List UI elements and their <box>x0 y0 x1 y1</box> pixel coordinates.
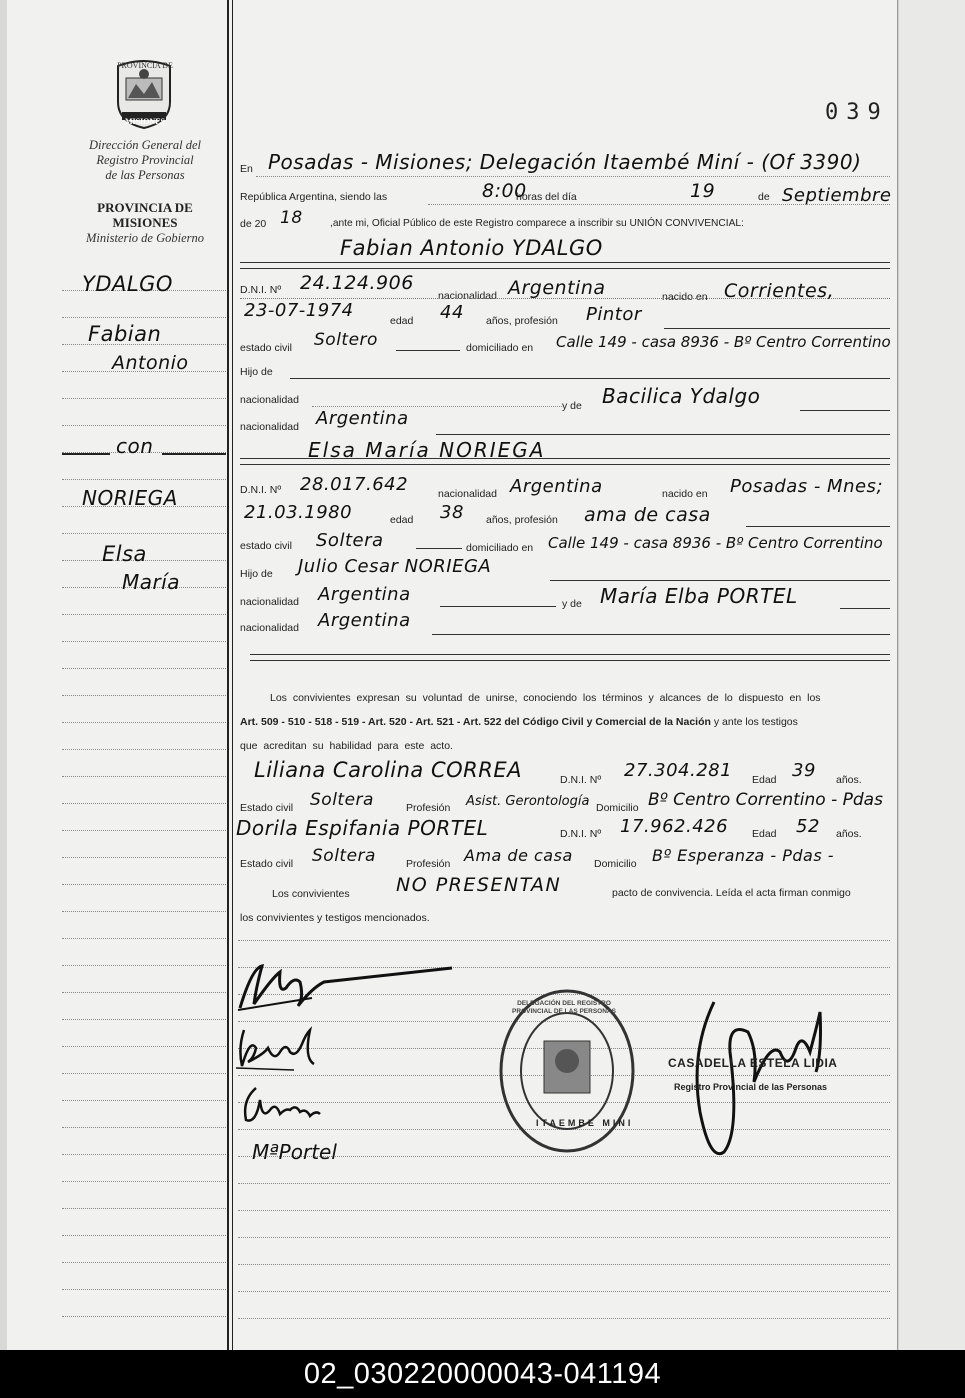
signature-1-icon <box>232 958 462 1018</box>
margin-dotted-line <box>62 533 226 534</box>
w1-anos-label: años. <box>836 774 862 786</box>
p1-dom-label: domiciliado en <box>466 342 534 354</box>
margin-dotted-line <box>62 1235 226 1236</box>
margin-dotted-line <box>62 317 226 318</box>
p2-nac: Argentina <box>510 476 603 497</box>
w1-prof-label: Profesión <box>406 802 451 814</box>
p1-age: 44 <box>440 302 464 323</box>
p2-nac-madre: Argentina <box>318 610 411 631</box>
margin-given-2b: María <box>122 570 181 594</box>
p1-estado: Soltero <box>314 330 378 350</box>
date-line <box>428 204 890 205</box>
margin-dotted-line <box>62 425 226 426</box>
w1-age: 39 <box>792 760 816 781</box>
margin-given-2a: Elsa <box>102 542 147 566</box>
p2-estado-label: estado civil <box>240 540 292 552</box>
p1-nac-madre-label: nacionalidad <box>240 421 299 433</box>
org-line-3: de las Personas <box>105 168 185 182</box>
p1-madre-line <box>800 410 890 411</box>
margin-dotted-line <box>62 668 226 669</box>
seal-top-text: PROVINCIA DE <box>117 61 173 70</box>
p2-profesion: ama de casa <box>584 504 711 526</box>
place-value: Posadas - Misiones; Delegación Itaembé Miní - (Of 3390) <box>268 150 862 174</box>
w2-prof-label: Profesión <box>406 858 451 870</box>
org-line-1: Dirección General del <box>89 138 201 152</box>
w1-name: Liliana Carolina CORREA <box>254 758 522 782</box>
p2-dni: 28.017.642 <box>300 474 409 495</box>
margin-dotted-line <box>62 1316 226 1317</box>
year-prefix: de 20 <box>240 218 267 230</box>
p1-hijo-label: Hijo de <box>240 366 273 378</box>
p1-domicilio: Calle 149 - casa 8936 - Bº Centro Correntino <box>556 333 891 351</box>
hour-value: 8:00 <box>482 180 527 202</box>
p2-nacido-label: nacido en <box>662 488 708 500</box>
margin-dotted-line <box>62 479 226 480</box>
p2-padre: Julio Cesar NORIEGA <box>298 556 492 577</box>
margin-surname-1: YDALGO <box>82 272 173 296</box>
w1-domicilio: Bº Centro Correntino - Pdas <box>648 790 883 810</box>
margin-given-1a: Fabian <box>88 322 162 346</box>
stamp-ring-text: DELEGACIÓN DEL REGISTRO PROVINCIAL DE LAS PERSONAS <box>512 1000 616 1015</box>
margin-dotted-line <box>62 1181 226 1182</box>
w1-dni-label: D.N.I. Nº <box>560 774 602 786</box>
province-line-1: PROVINCIA DE <box>97 200 193 215</box>
w1-estado-label: Estado civil <box>240 802 294 814</box>
p2-yde-label: y de <box>562 598 582 610</box>
w1-estado: Soltera <box>310 790 374 810</box>
p1-estado-label: estado civil <box>240 342 292 354</box>
person1-name-line-2 <box>240 268 890 269</box>
margin-dotted-line <box>62 1262 226 1263</box>
margin-dotted-line <box>62 938 226 939</box>
body-dotted-line <box>238 940 890 941</box>
p2-estado: Soltera <box>316 530 384 551</box>
person2-name-line-2 <box>240 464 890 465</box>
ministry: Ministerio de Gobierno <box>85 231 205 245</box>
margin-rule-right <box>897 0 898 1350</box>
p2-age: 38 <box>440 502 464 523</box>
margin-dotted-line <box>62 992 226 993</box>
p2-birthplace: Posadas - Mnes; <box>730 476 884 497</box>
intro-label: ,ante mi, Oficial Público de este Registro comparece a inscribir su UNIÓN CONVIVENCIAL: <box>330 218 744 229</box>
p1-anos-label: años, profesión <box>486 315 558 327</box>
margin-dotted-line <box>62 641 226 642</box>
person1-name: Fabian Antonio YDALGO <box>340 236 603 260</box>
statement-line-2b: y ante los testigos <box>713 716 798 728</box>
p1-profesion: Pintor <box>586 304 642 325</box>
place-line <box>256 176 890 177</box>
p1-madre: Bacilica Ydalgo <box>602 384 761 408</box>
margin-dotted-line <box>62 830 226 831</box>
pact-label-2: pacto de convivencia. Leída el acta firman conmigo <box>612 887 851 899</box>
document-id-footer: 02_030220000043-041194 <box>0 1350 965 1398</box>
org-line-2: Registro Provincial <box>96 153 194 167</box>
p2-nac-padre-label: nacionalidad <box>240 596 299 608</box>
p1-estado-line <box>396 350 460 351</box>
de-label: de <box>758 191 770 203</box>
p2-nac-padre-line <box>440 606 556 607</box>
w2-name: Dorila Espifania PORTEL <box>236 816 489 840</box>
p1-dni-label: D.N.I. Nº <box>240 284 282 296</box>
margin-dotted-line <box>62 722 226 723</box>
body-dotted-line <box>238 1318 890 1319</box>
margin-dotted-line <box>62 911 226 912</box>
margin-con: con <box>116 434 154 458</box>
page-number: 039 <box>825 100 889 125</box>
p2-anos-label: años, profesión <box>486 514 558 526</box>
day-value: 19 <box>690 180 716 202</box>
pact-label-1: Los convivientes <box>272 888 350 900</box>
republica-label: República Argentina, siendo las <box>240 191 388 203</box>
month-value: Septiembre <box>782 185 892 206</box>
p2-madre-line <box>840 608 890 609</box>
province-line-2: MISIONES <box>112 215 178 230</box>
w1-dom-label: Domicilio <box>596 802 639 814</box>
margin-dotted-line <box>62 965 226 966</box>
margin-dotted-line <box>62 695 226 696</box>
statement-line-2 <box>240 716 798 728</box>
statement-articles: Art. 509 - 510 - 518 - 519 - Art. 520 - Art. 521 - Art. 522 del Código Civil y Comercial de la Nación <box>240 716 711 728</box>
right-margin <box>898 0 965 1350</box>
p2-domicilio: Calle 149 - casa 8936 - Bº Centro Correntino <box>548 534 883 552</box>
p1-hijo-line <box>290 378 890 379</box>
margin-dotted-line <box>62 1019 226 1020</box>
signature-3-icon <box>236 1080 326 1130</box>
w2-dni-label: D.N.I. Nº <box>560 828 602 840</box>
person2-name-line <box>240 458 890 459</box>
margin-dotted-line <box>62 1127 226 1128</box>
margin-con-rule-r <box>162 453 226 455</box>
p1-yde-label: y de <box>562 400 582 412</box>
margin-dotted-line <box>62 1073 226 1074</box>
w1-edad-label: Edad <box>752 774 777 786</box>
binding-edge <box>0 0 7 1350</box>
margin-given-1b: Antonio <box>112 352 189 374</box>
p1-birthplace: Corrientes, <box>724 280 835 302</box>
statement-line-3: que acreditan su habilidad para este acto. <box>240 740 453 752</box>
p1-nac: Argentina <box>508 277 606 299</box>
w1-dni: 27.304.281 <box>624 760 733 781</box>
p2-birthdate: 21.03.1980 <box>244 502 353 523</box>
end-rule-2 <box>250 660 890 661</box>
margin-rule-left-2 <box>232 0 233 1350</box>
p1-nac-padre-label: nacionalidad <box>240 394 299 406</box>
p2-nac-padre: Argentina <box>318 584 411 605</box>
body-dotted-line <box>238 1264 890 1265</box>
horas-label: horas del día <box>516 191 577 203</box>
body-dotted-line <box>238 1210 890 1211</box>
w2-age: 52 <box>796 816 820 837</box>
signature-2-icon <box>234 1018 324 1078</box>
stamp-center-text: ITAEMBE MINI <box>536 1118 634 1128</box>
body-dotted-line <box>238 1291 890 1292</box>
p2-estado-line <box>416 548 462 549</box>
w2-estado: Soltera <box>312 846 376 866</box>
p2-madre: María Elba PORTEL <box>600 584 798 608</box>
margin-dotted-line <box>62 1208 226 1209</box>
margin-dotted-line <box>62 857 226 858</box>
official-name: CASADELLA ESTELA LIDIA <box>668 1056 838 1070</box>
w2-domicilio: Bº Esperanza - Pdas - <box>652 846 835 865</box>
body-dotted-line <box>238 1183 890 1184</box>
margin-dotted-line <box>62 1100 226 1101</box>
p2-hijo-label: Hijo de <box>240 568 273 580</box>
official-title: Registro Provincial de las Personas <box>674 1082 828 1092</box>
p2-dni-label: D.N.I. Nº <box>240 484 282 496</box>
margin-dotted-line <box>62 803 226 804</box>
statement-line-1: Los convivientes expresan su voluntad de unirse, conociendo los términos y alcances de lo dispuesto en los <box>270 692 821 704</box>
p2-nac-madre-label: nacionalidad <box>240 622 299 634</box>
w2-profesion: Ama de casa <box>464 846 573 865</box>
p1-nac-padre-line <box>312 406 562 407</box>
p1-dni-line <box>240 298 890 299</box>
margin-dotted-line <box>62 1289 226 1290</box>
w2-estado-label: Estado civil <box>240 858 294 870</box>
p1-nacido-label: nacido en <box>662 291 708 303</box>
margin-dotted-line <box>62 749 226 750</box>
p1-edad-label: edad <box>390 315 414 327</box>
body-dotted-line <box>238 1237 890 1238</box>
w1-profesion: Asist. Gerontología <box>466 794 590 809</box>
margin-dotted-line <box>62 398 226 399</box>
end-rule-1 <box>250 654 890 655</box>
w2-dom-label: Domicilio <box>594 858 637 870</box>
en-label: En <box>240 163 253 175</box>
signature-4: MªPortel <box>252 1140 337 1164</box>
p2-dom-label: domiciliado en <box>466 542 534 554</box>
margin-dotted-line <box>62 884 226 885</box>
p1-dni: 24.124.906 <box>300 272 414 294</box>
p2-padre-line <box>550 580 890 581</box>
p1-nac-madre: Argentina <box>316 408 409 429</box>
p1-nac-madre-line <box>436 434 890 435</box>
margin-dotted-line <box>62 614 226 615</box>
margin-con-rule-l <box>62 453 110 455</box>
pact-label-3: los convivientes y testigos mencionados. <box>240 912 430 924</box>
person2-name: Elsa María NORIEGA <box>308 438 546 462</box>
margin-dotted-line <box>62 1154 226 1155</box>
p1-birthdate: 23-07-1974 <box>244 300 354 321</box>
pact-value: NO PRESENTAN <box>396 874 562 896</box>
p2-nac-label: nacionalidad <box>438 488 497 500</box>
w2-dni: 17.962.426 <box>620 816 729 837</box>
p1-prof-line <box>664 328 890 329</box>
person1-name-line <box>240 262 890 263</box>
w2-edad-label: Edad <box>752 828 777 840</box>
seal-bottom-text: MISIONES <box>124 117 165 126</box>
margin-surname-2: NORIEGA <box>82 486 178 510</box>
margin-dotted-line <box>62 1046 226 1047</box>
w2-anos-label: años. <box>836 828 862 840</box>
margin-dotted-line <box>62 776 226 777</box>
year-suffix: 18 <box>280 208 303 228</box>
p2-nac-madre-line <box>432 634 890 635</box>
p2-edad-label: edad <box>390 514 414 526</box>
p1-nac-label: nacionalidad <box>438 290 497 302</box>
p2-prof-line <box>746 526 890 527</box>
